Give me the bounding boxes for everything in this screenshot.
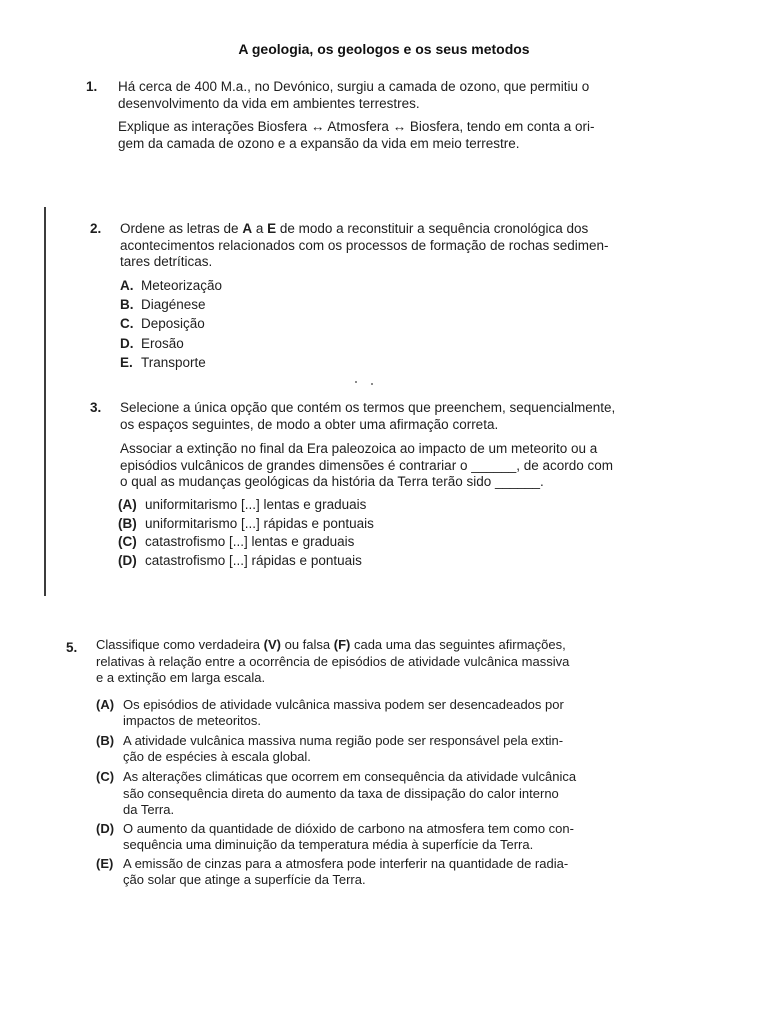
question-3-options bbox=[118, 496, 374, 571]
option-item bbox=[123, 856, 568, 888]
option-letter: (C) bbox=[118, 534, 137, 550]
option-item bbox=[123, 821, 574, 853]
question-3-prompt-line: Associar a extinção no final da Era paleozoica ao impacto de um meteorito ou a bbox=[120, 441, 598, 456]
option-text: Diagénese bbox=[141, 297, 206, 313]
scan-speck bbox=[355, 381, 357, 383]
option-letter: C. bbox=[120, 316, 134, 332]
page-title: A geologia, os geologos e os seus metodos bbox=[238, 41, 530, 57]
question-3-stem-line: os espaços seguintes, de modo a obter uma afirmação correta. bbox=[120, 416, 499, 432]
question-5-number: 5. bbox=[66, 640, 78, 655]
option-letter: E. bbox=[120, 354, 133, 370]
question-1-prompt-line: Explique as interações Biosfera ↔ Atmosfera ↔ Biosfera, tendo em conta a ori- bbox=[118, 119, 595, 134]
option-line: impactos de meteoritos. bbox=[123, 712, 262, 728]
option-letter: D. bbox=[120, 335, 134, 351]
option-letter: (E) bbox=[96, 856, 114, 871]
question-1-prompt-line: gem da camada de ozono e a expansão da vida em meio terrestre. bbox=[118, 135, 520, 151]
question-1-stem bbox=[118, 79, 589, 112]
stem-letter-e: E bbox=[267, 221, 277, 236]
option-line: ção de espécies à escala global. bbox=[123, 748, 311, 764]
stem-text: a bbox=[252, 221, 268, 236]
question-2-stem-line: tares detríticas. bbox=[120, 254, 213, 269]
question-2-stem bbox=[120, 221, 609, 271]
question-3-stem-line: Selecione a única opção que contém os termos que preenchem, sequencialmente, bbox=[120, 400, 616, 415]
false-marker: (F) bbox=[333, 637, 351, 652]
option-item bbox=[123, 733, 563, 764]
question-3-prompt-line: o qual as mudanças geológicas da história da Terra terão sido ______. bbox=[120, 474, 544, 489]
option-letter: (A) bbox=[118, 497, 137, 512]
option-line: A atividade vulcânica massiva numa região pode ser responsável pela extin- bbox=[123, 733, 564, 748]
stem-letter-a: A bbox=[242, 221, 253, 236]
option-letter: (D) bbox=[96, 821, 115, 836]
option-item bbox=[118, 533, 374, 552]
option-line: sequência uma diminuição da temperatura média à superfície da Terra. bbox=[123, 837, 534, 852]
question-3-prompt bbox=[120, 441, 613, 491]
option-text: catastrofismo [...] lentas e graduais bbox=[145, 534, 355, 550]
option-text: Transporte bbox=[141, 354, 206, 370]
option-text: uniformitarismo [...] rápidas e pontuais bbox=[145, 515, 374, 531]
option-line: são consequência direta do aumento da taxa de dissipação do calor interno bbox=[123, 785, 559, 801]
option-letter: (D) bbox=[118, 553, 137, 569]
question-3-stem bbox=[120, 400, 615, 433]
true-marker: (V) bbox=[263, 637, 281, 652]
option-item bbox=[118, 496, 374, 515]
stem-text: cada uma das seguintes afirmações, bbox=[350, 637, 566, 652]
question-5-stem bbox=[96, 637, 569, 687]
option-item bbox=[118, 552, 374, 571]
option-text: uniformitarismo [...] lentas e graduais bbox=[145, 497, 367, 512]
question-2-number: 2. bbox=[90, 221, 102, 236]
option-text: Meteorização bbox=[141, 278, 223, 293]
option-item bbox=[120, 295, 222, 314]
option-item bbox=[120, 314, 222, 333]
option-line: As alterações climáticas que ocorrem em consequência da atividade vulcânica bbox=[123, 769, 577, 784]
option-item bbox=[123, 769, 576, 819]
stem-text: de modo a reconstituir a sequência cronológica dos bbox=[276, 221, 589, 236]
margin-line bbox=[44, 207, 46, 596]
option-line: Os episódios de atividade vulcânica massiva podem ser desencadeados por bbox=[123, 697, 564, 712]
stem-text: Ordene as letras de bbox=[120, 221, 243, 236]
question-5-stem-line: relativas à relação entre a ocorrência de episódios de atividade vulcânica massiva bbox=[96, 653, 570, 669]
question-2-stem-line: acontecimentos relacionados com os processos de formação de rochas sedimen- bbox=[120, 237, 609, 253]
option-letter: (C) bbox=[96, 769, 115, 784]
question-2-options bbox=[120, 276, 222, 372]
option-letter: (B) bbox=[96, 733, 115, 748]
question-3-prompt-line: episódios vulcânicos de grandes dimensões é contrariar o ______, de acordo com bbox=[120, 457, 614, 473]
option-line: O aumento da quantidade de dióxido de carbono na atmosfera tem como con- bbox=[123, 821, 574, 836]
option-letter: (A) bbox=[96, 697, 115, 712]
question-1-number: 1. bbox=[86, 79, 98, 94]
option-text: Erosão bbox=[141, 335, 184, 351]
question-1-stem-line: desenvolvimento da vida em ambientes terrestres. bbox=[118, 95, 420, 111]
stem-text: ou falsa bbox=[280, 637, 334, 652]
option-item bbox=[120, 334, 222, 353]
option-item bbox=[118, 515, 374, 534]
scan-speck bbox=[371, 383, 373, 385]
option-text: Deposição bbox=[141, 316, 205, 332]
option-line: ção solar que atinge a superfície da Terra. bbox=[123, 872, 366, 887]
question-2-stem-line bbox=[120, 221, 609, 238]
question-5-stem-line: e a extinção em larga escala. bbox=[96, 670, 266, 685]
option-letter: A. bbox=[120, 278, 134, 293]
question-1-prompt bbox=[118, 119, 594, 152]
question-5-stem-line bbox=[96, 637, 569, 654]
stem-text: Classifique como verdadeira bbox=[96, 637, 264, 652]
option-text: catastrofismo [...] rápidas e pontuais bbox=[145, 553, 362, 569]
question-1-stem-line: Há cerca de 400 M.a., no Devónico, surgiu a camada de ozono, que permitiu o bbox=[118, 79, 590, 94]
option-letter: (B) bbox=[118, 515, 137, 531]
option-item bbox=[120, 276, 222, 295]
option-letter: B. bbox=[120, 297, 134, 313]
question-3-number: 3. bbox=[90, 400, 102, 415]
option-line: da Terra. bbox=[123, 802, 175, 817]
option-item bbox=[123, 697, 564, 728]
option-item bbox=[120, 353, 222, 372]
option-line: A emissão de cinzas para a atmosfera pode interferir na quantidade de radia- bbox=[123, 856, 569, 871]
